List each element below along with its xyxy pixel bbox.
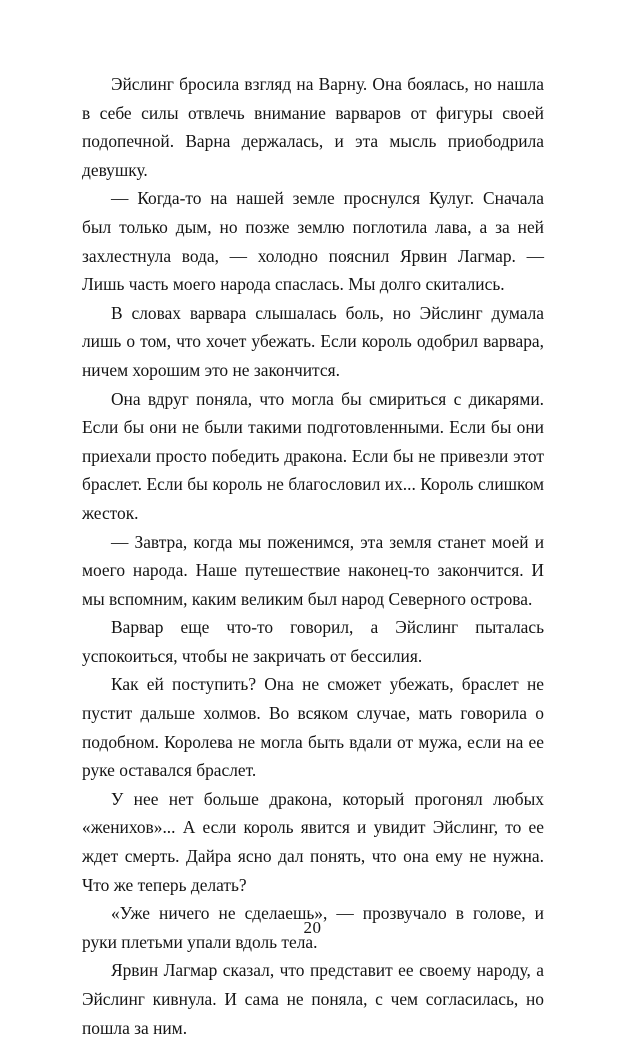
paragraph: Она вдруг поняла, что могла бы смириться с дикарями. Если бы они не были такими подготовленными. Если бы они приехали просто победить дракона. Если бы не привезли этот браслет. Если бы король не благословил их... Король слишком жесток.	[82, 388, 544, 523]
paragraph: — Завтра, когда мы поженимся, эта земля станет моей и моего народа. Наше путешествие наконец-то закончится. И мы вспомним, каким великим был народ Северного острова.	[82, 531, 544, 609]
paragraph: Ярвин Лагмар сказал, что представит ее своему народу, а Эйслинг кивнула. И сама не поняла, с чем согласилась, но пошла за ним.	[82, 960, 544, 1038]
paragraph: Варвар еще что-то говорил, а Эйслинг пыталась успокоиться, чтобы не закричать от бессилия.	[82, 617, 544, 666]
paragraph: — Когда-то на нашей земле проснулся Кулуг. Сначала был только дым, но позже землю поглотила лава, а за ней захлестнула вода, — холодно пояснил Ярвин Лагмар. — Лишь часть моего народа спаслась. Мы долго скитались.	[82, 188, 544, 295]
paragraph: «Уже ничего не сделаешь», — прозвучало в голове, и руки плетьми упали вдоль тела.	[82, 903, 544, 952]
paragraph: Эйслинг бросила взгляд на Варну. Она боялась, но нашла в себе силы отвлечь внимание варваров от фигуры своей подопечной. Варна держалась, и эта мысль приободрила девушку.	[82, 74, 544, 180]
paragraph: У нее нет больше дракона, который прогонял любых «женихов»... А если король явится и увидит Эйслинг, то ее ждет смерть. Дайра ясно дал понять, что она ему не нужна. Что же теперь делать?	[82, 788, 544, 895]
paragraph: Как ей поступить? Она не сможет убежать, браслет не пустит дальше холмов. Во всяком случае, мать говорила о подобном. Королева не могла быть вдали от мужа, если на ее руке оставался браслет.	[82, 674, 544, 781]
body-text-column	[82, 70, 544, 1042]
paragraph: В словах варвара слышалась боль, но Эйслинг думала лишь о том, что хочет убежать. Если король одобрил варвара, ничем хорошим это не закончится.	[82, 302, 544, 380]
page-number: 20	[303, 918, 322, 937]
